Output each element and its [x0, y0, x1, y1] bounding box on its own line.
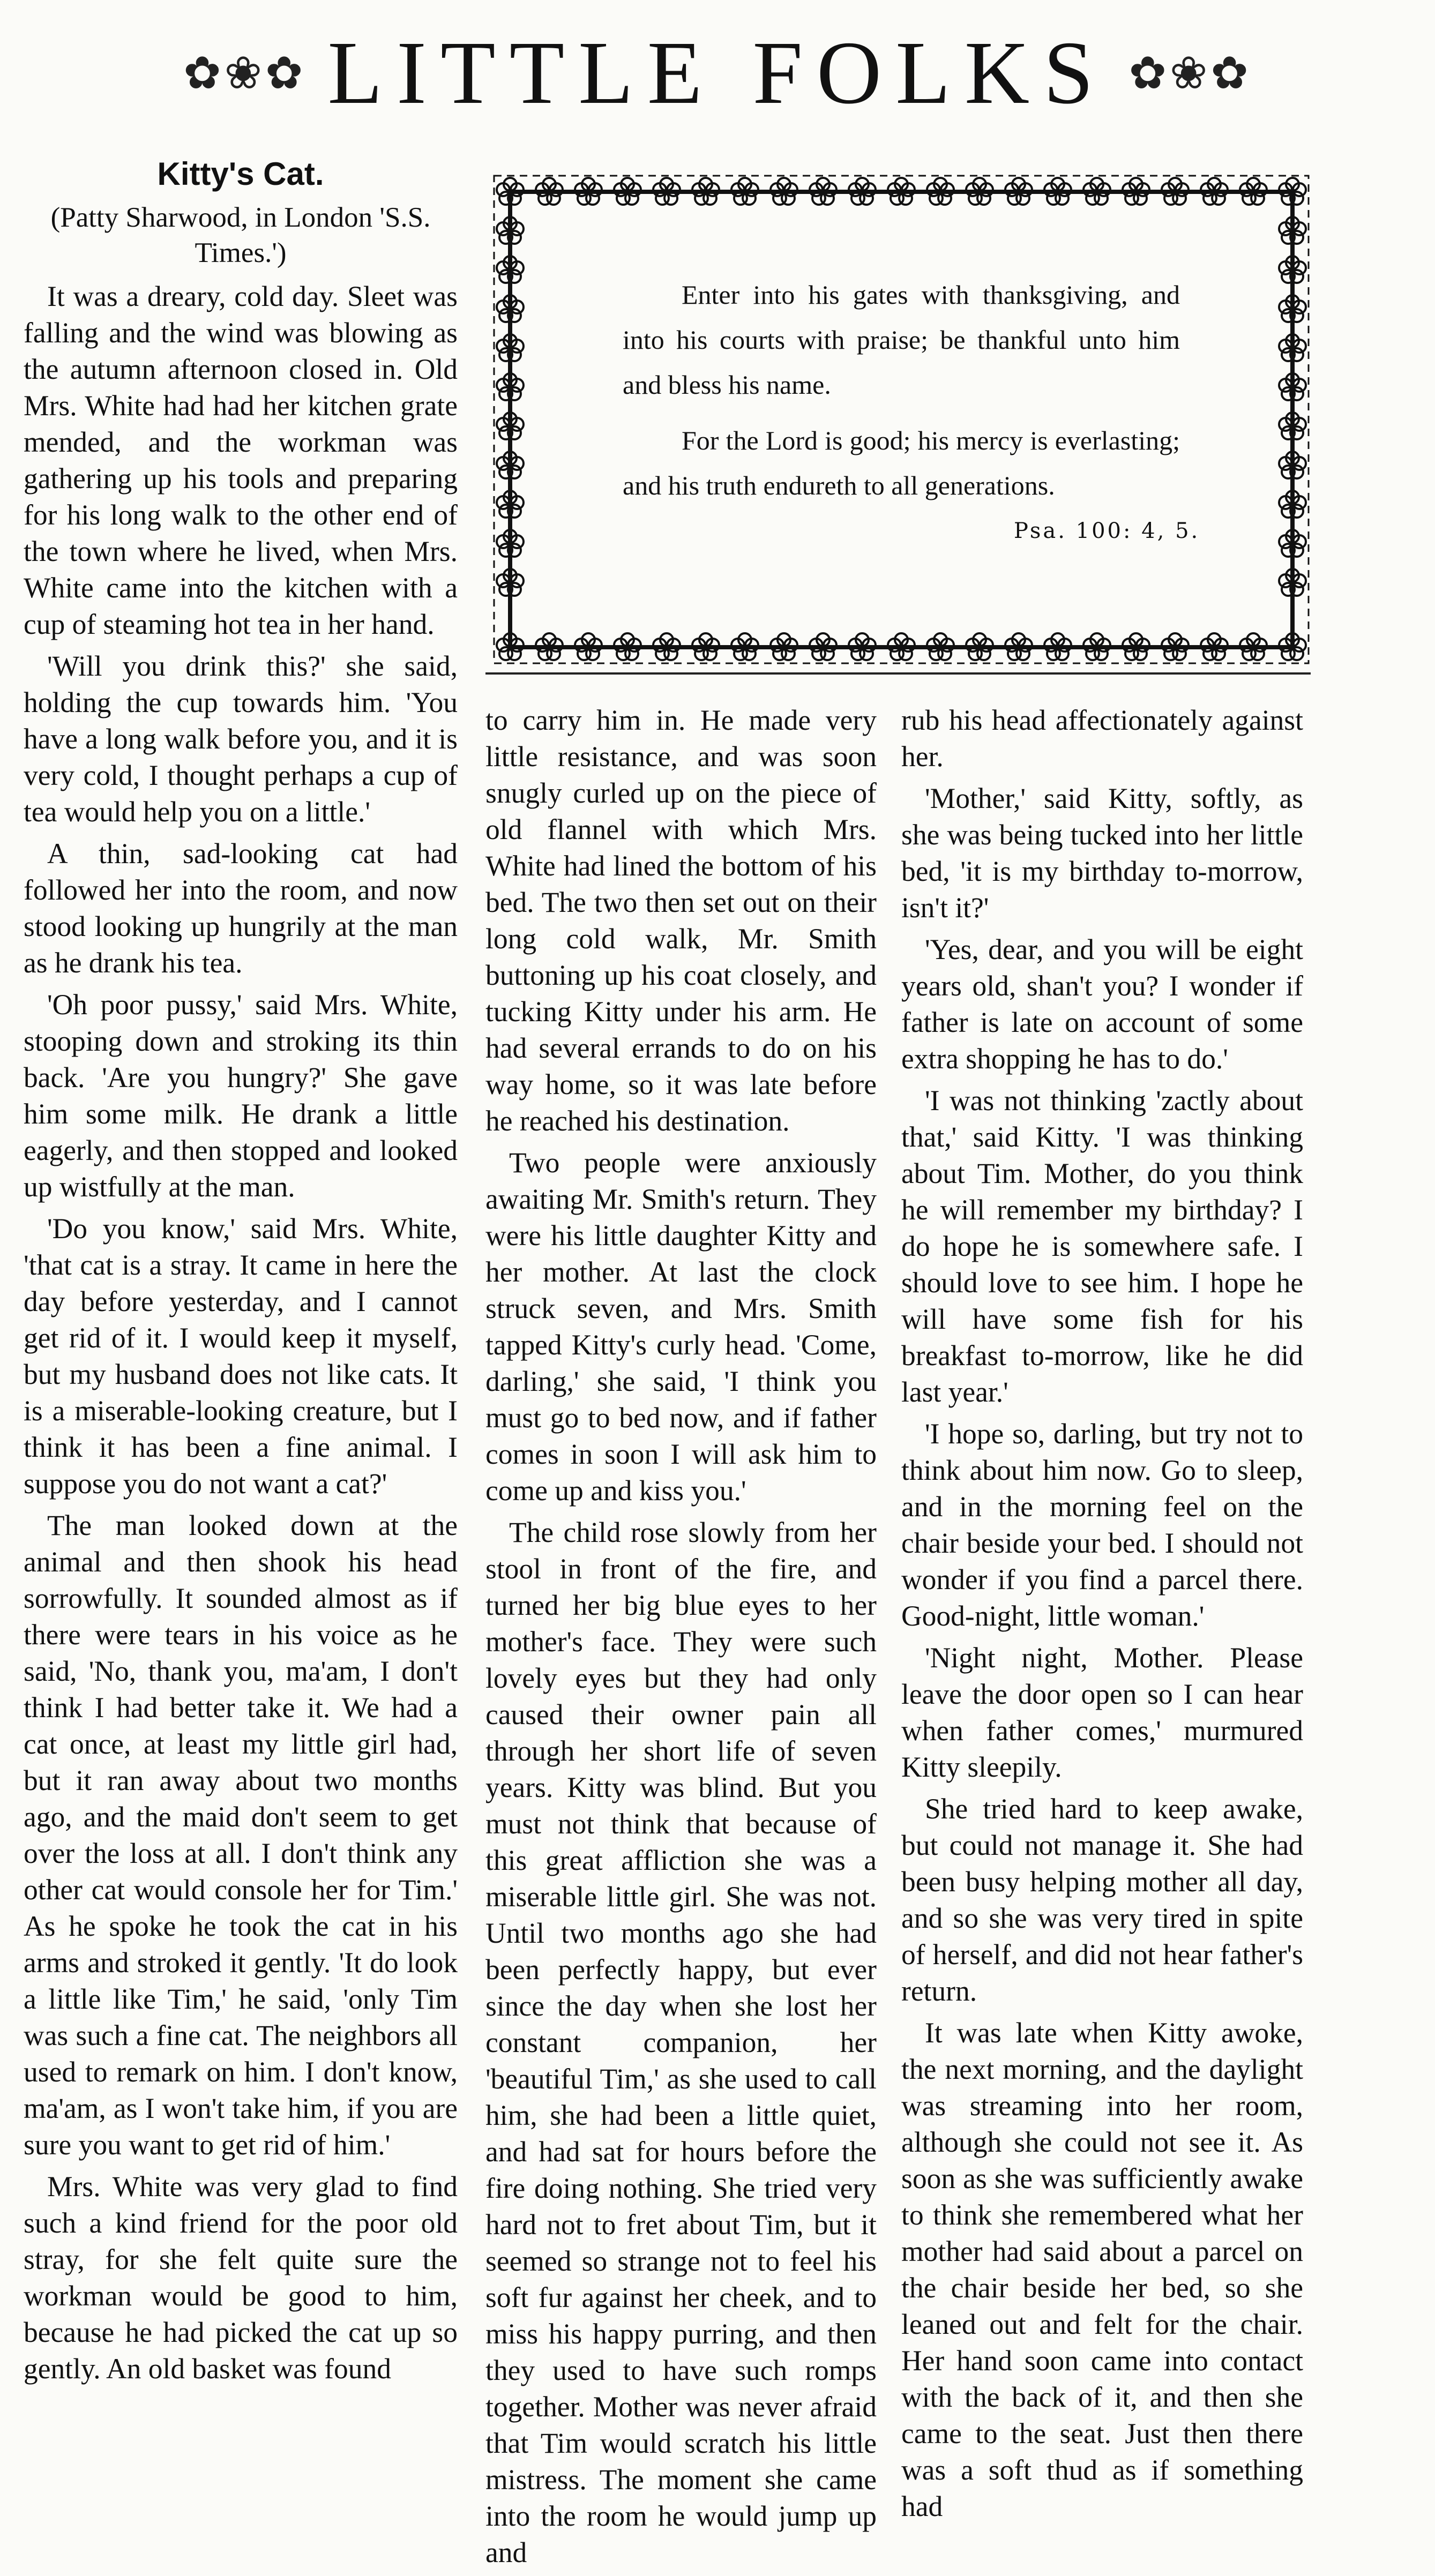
paragraph: Mrs. White was very glad to find such a kind friend for the poor old stray, for she felt quite sure the workman would be good to him, because he had picked the cat up so gently. An old basket was found	[24, 2170, 458, 2385]
paragraph: It was a dreary, cold day. Sleet was falling and the wind was blowing as the autumn afternoon closed in. Old Mrs. White had had her kitchen grate mended, and the workman was gathering up his tools and preparing for his long walk to the other end of the town where he lived, when Mrs. White came into the kitchen with a cup of steaming hot tea in her hand.	[24, 280, 458, 640]
verse-text	[623, 272, 1180, 519]
story-column-3	[901, 702, 1303, 2530]
story-column-2	[485, 702, 877, 2576]
paragraph: rub his head affectionately against her.	[901, 704, 1303, 773]
scripture-verse-box	[489, 170, 1314, 669]
paragraph: to carry him in. He made very little resistance, and was soon snugly curled up on the piece of old flannel with which Mrs. White had lined the bottom of his bed. The two then set out on their long cold walk, Mr. Smith buttoning up his coat closely, and tucking Kitty under his arm. He had several errands to do on his way home, so it was late before he reached his destination.	[485, 704, 877, 1137]
masthead-title: LITTLE FOLKS	[327, 23, 1108, 123]
paragraph: The child rose slowly from her stool in front of the fire, and turned her big blue eyes to her mother's face. They were such lovely eyes but they had only caused their owner pain all through her short life of seven years. Kitty was blind. But you must not think that because of this great affliction she was a miserable little girl. She was not. Until two months ago she had been perfectly happy, but ever since the day when she lost her constant companion, her 'beautiful Tim,' as she used to call him, she had been a little quiet, and had sat for hours before the fire doing nothing. She tried very hard not to fret about Tim, but it seemed so strange not to feel his soft fur against her cheek, and to miss his happy purring, and then they used to have such romps together. Mother was never afraid that Tim would scratch his little mistress. The moment she came into the room he would jump up and	[485, 1516, 877, 2568]
paragraph: Two people were anxiously awaiting Mr. Smith's return. They were his little daughter Kitty and her mother. At last the clock struck seven, and Mrs. Smith tapped Kitty's curly head. 'Come, darling,' she said, 'I think you must go to bed now, and if father comes in soon I will ask him to come up and kiss you.'	[485, 1147, 877, 1507]
paragraph: 'Will you drink this?' she said, holding the cup towards him. 'You have a long walk before you, and it is very cold, I thought perhaps a cup of tea would help you on a little.'	[24, 650, 458, 828]
masthead-ornament-left: ✿❀✿	[183, 49, 307, 99]
verse-reference: Psa. 100: 4, 5.	[1014, 519, 1200, 543]
paragraph: 'Night night, Mother. Please leave the door open so I can hear when father comes,' murmured Kitty sleepily.	[901, 1642, 1303, 1783]
paragraph: It was late when Kitty awoke, the next morning, and the daylight was streaming into her room, although she could not see it. As soon as she was sufficiently awake to think she remembered what her mother had said about a parcel on the chair beside her bed, so she leaned out and felt for the chair. Her hand soon came into contact with the back of it, and then she came to the seat. Just then there was a soft thud as if something had	[901, 2017, 1303, 2522]
story-byline: (Patty Sharwood, in London 'S.S. Times.')	[50, 202, 431, 268]
paragraph: 'Do you know,' said Mrs. White, 'that cat is a stray. It came in here the day before yesterday, and I cannot get rid of it. I would keep it myself, but my husband does not like cats. It is a miserable-looking creature, but I think it has been a fine animal. I suppose you do not want a cat?'	[24, 1212, 458, 1500]
verse-paragraph-1: Enter into his gates with thanksgiving, and into his courts with praise; be thankful unto him and bless his name.	[623, 280, 1180, 400]
section-divider	[485, 672, 1311, 675]
paragraph: 'I hope so, darling, but try not to think about him now. Go to sleep, and in the morning feel on the chair beside your bed. I should not wonder if you find a parcel there. Good-night, little woman.'	[901, 1418, 1303, 1632]
paragraph: 'Yes, dear, and you will be eight years old, shan't you? I wonder if father is late on account of some extra shopping he has to do.'	[901, 933, 1303, 1075]
paragraph: 'Mother,' said Kitty, softly, as she was being tucked into her little bed, 'it is my birthday to-morrow, isn't it?'	[901, 782, 1303, 924]
verse-paragraph-2: For the Lord is good; his mercy is everlasting; and his truth endureth to all generations.	[623, 425, 1180, 500]
story-column-1	[24, 153, 458, 2392]
paragraph: 'I was not thinking 'zactly about that,' said Kitty. 'I was thinking about Tim. Mother, do you think he will remember my birthday? I do hope he is somewhere safe. I should love to see him. I hope he will have some fish for his breakfast to-morrow, like he did last year.'	[901, 1084, 1303, 1408]
story-title: Kitty's Cat.	[157, 156, 324, 192]
masthead-ornament-right: ✿❀✿	[1128, 49, 1252, 99]
paragraph: 'Oh poor pussy,' said Mrs. White, stooping down and stroking its thin back. 'Are you hungry?' She gave him some milk. He drank a little eagerly, and then stopped and looked up wistfully at the man.	[24, 989, 458, 1203]
paragraph: A thin, sad-looking cat had followed her into the room, and now stood looking up hungrily at the man as he drank his tea.	[24, 837, 458, 979]
paragraph: The man looked down at the animal and then shook his head sorrowfully. It sounded almost as if there were tears in his voice as he said, 'No, thank you, ma'am, I don't think I had better take it. We had a cat once, at least my little girl had, but it ran away about two months ago, and the maid don't seem to get over the loss at all. I don't think any other cat would console her for Tim.' As he spoke he took the cat in his arms and stroked it gently. 'It do look a little like Tim,' he said, 'only Tim was such a fine cat. The neighbors all used to remark on him. I don't know, ma'am, as I won't take him, if you are sure you want to get rid of him.'	[24, 1509, 458, 2161]
paragraph: She tried hard to keep awake, but could not manage it. She had been busy helping mother all day, and so she was very tired in spite of herself, and did not hear father's return.	[901, 1793, 1303, 2007]
masthead	[0, 21, 1435, 129]
